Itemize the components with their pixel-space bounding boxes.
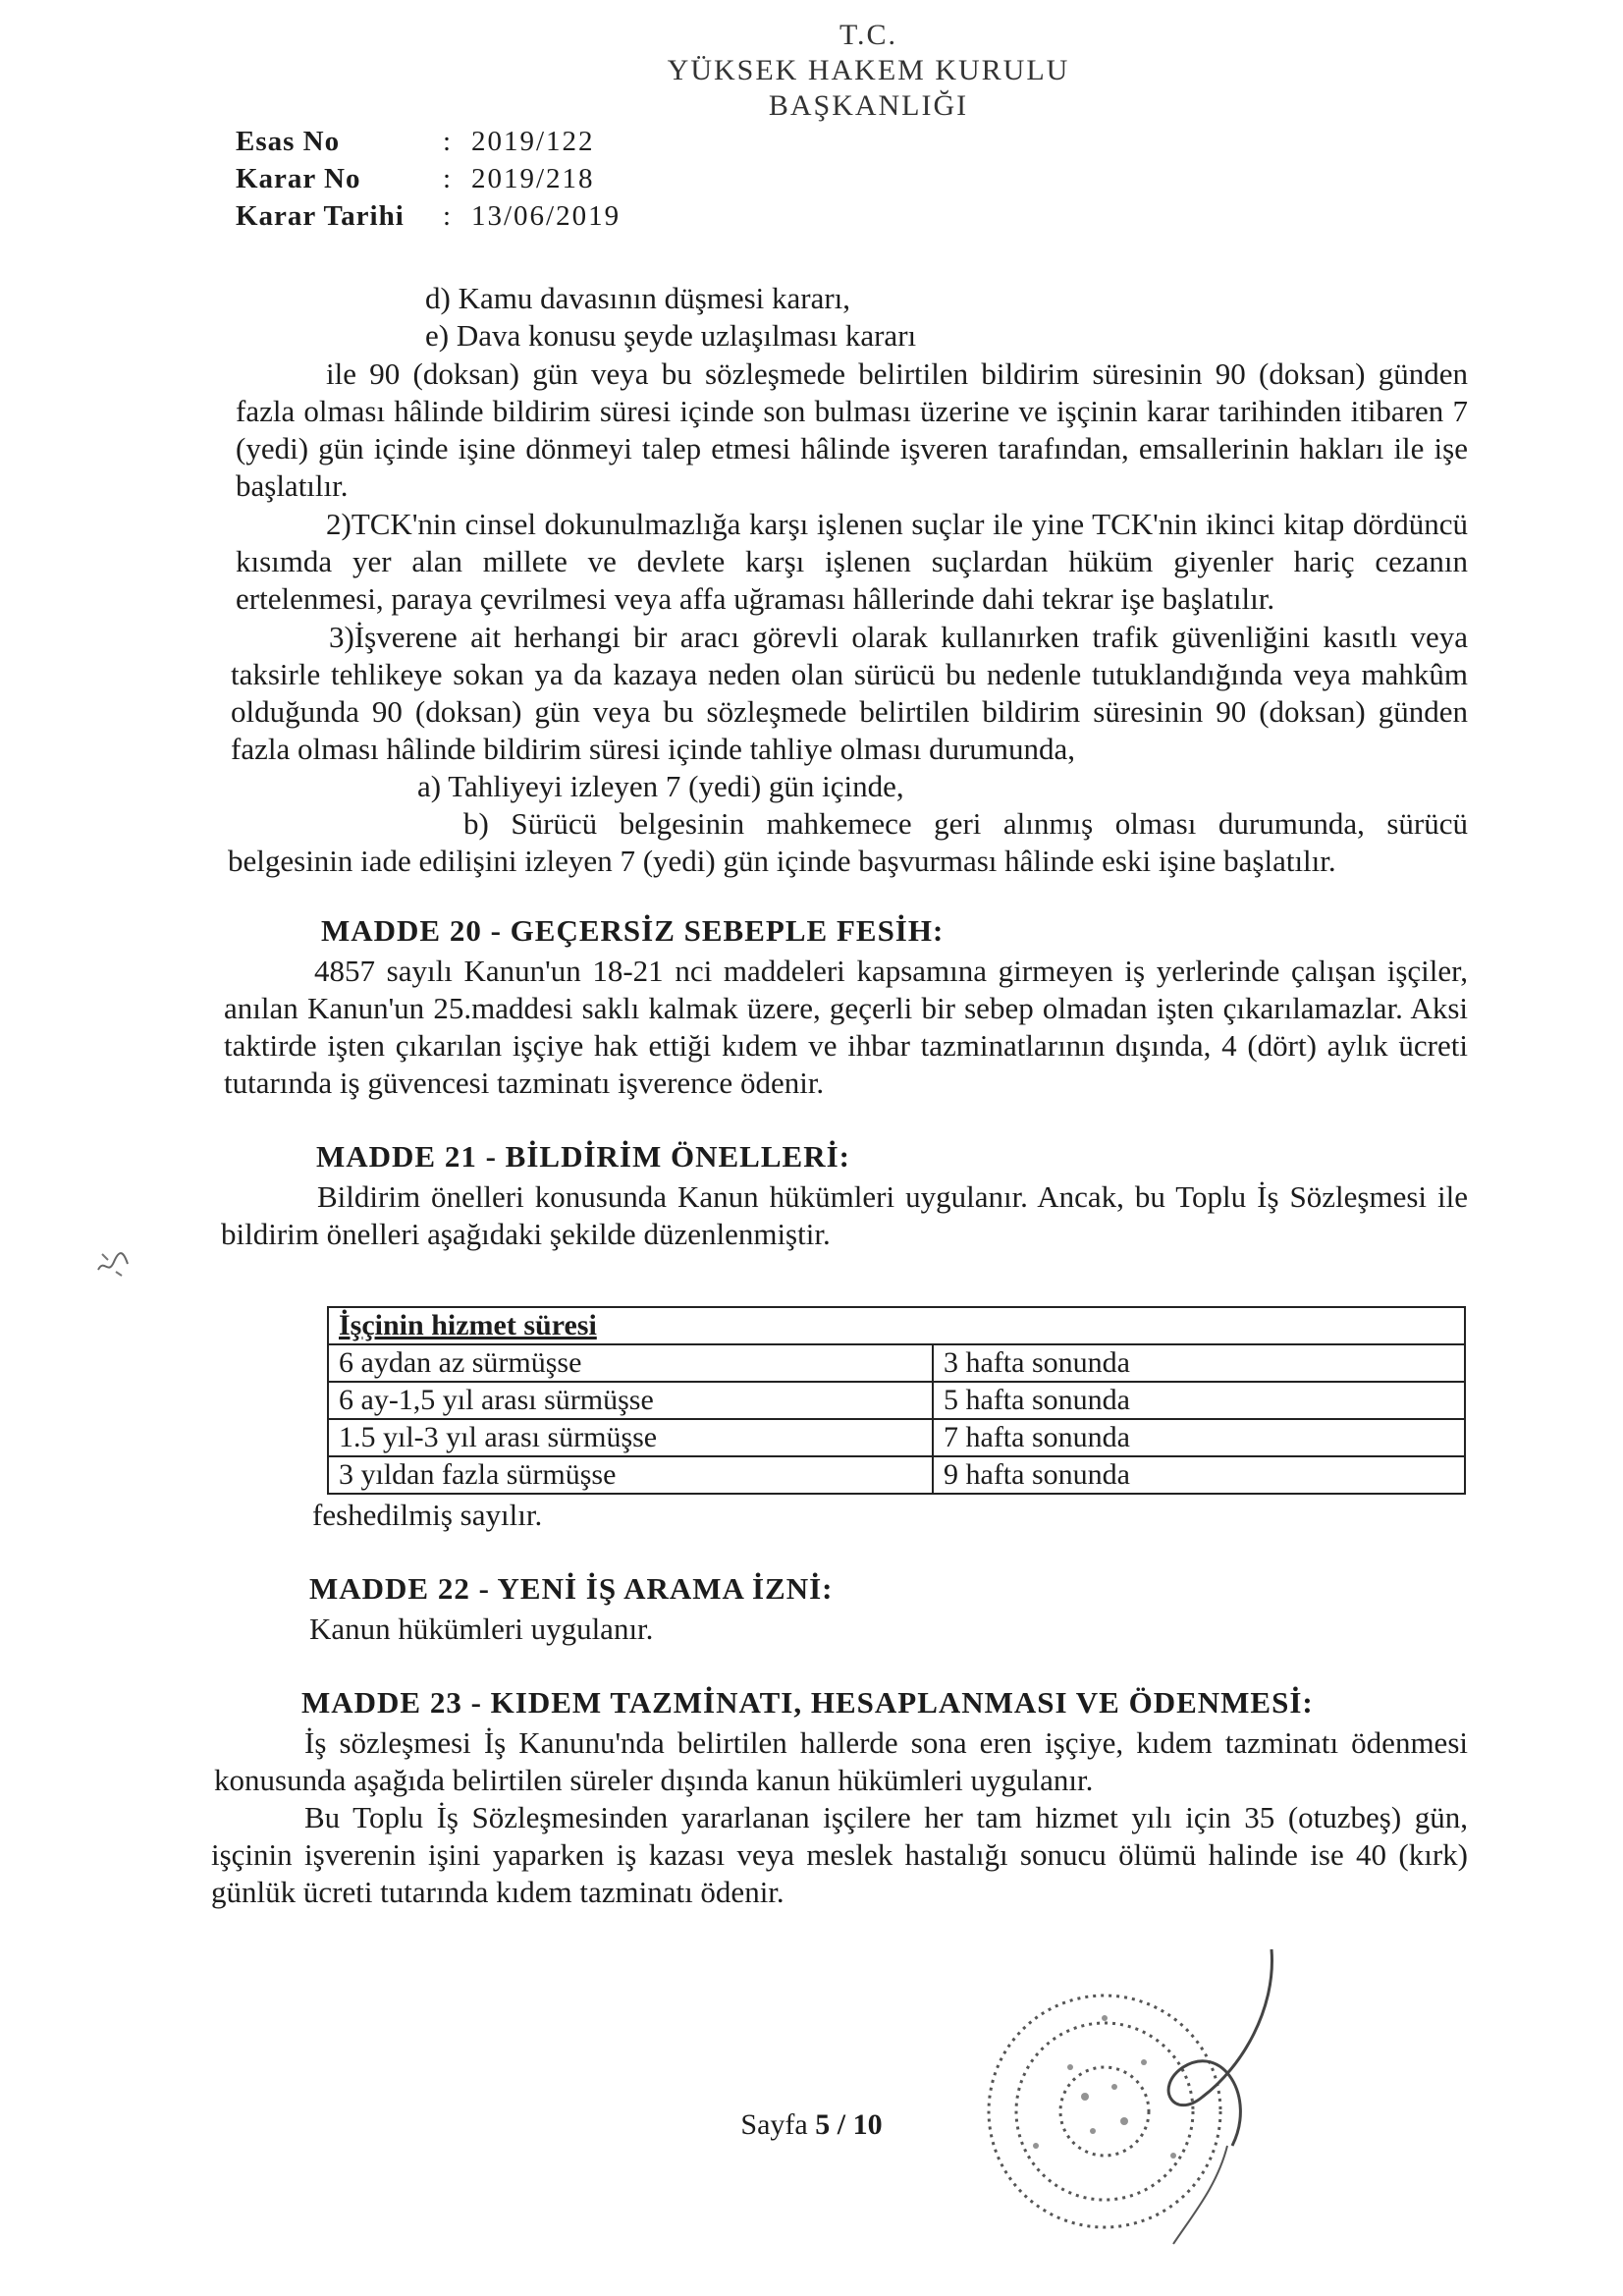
header-line-3: BAŞKANLIĞI: [768, 89, 969, 122]
case-meta: [236, 123, 621, 235]
item-a: a) Tahliyeyi izleyen 7 (yedi) gün içinde,: [417, 769, 904, 803]
item-e: e) Dava konusu şeyde uzlaşılması kararı: [425, 318, 917, 353]
period-cell: 1.5 yıl-3 yıl arası sürmüşse: [328, 1419, 933, 1456]
margin-scribble-icon: [94, 1242, 134, 1282]
tarih-label: Karar Tarihi: [236, 200, 405, 232]
page-footer: [0, 2108, 1623, 2142]
table-row: [328, 1456, 1465, 1494]
notice-cell: 3 hafta sonunda: [933, 1344, 1465, 1382]
table-row: [328, 1419, 1465, 1456]
esas-label: Esas No: [236, 126, 341, 157]
madde-22-heading: MADDE 22 - YENİ İŞ ARAMA İZNİ:: [309, 1571, 834, 1606]
karar-value: 2019/218: [471, 163, 595, 194]
madde-21-text: Bildirim önelleri konusunda Kanun hükümleri uygulanır. Ancak, bu Toplu İş Sözleşmesi ile bildirim önelleri aşağıdaki şekilde düzenlenmiştir.: [221, 1179, 1468, 1251]
table-header-cell: [328, 1307, 1465, 1344]
madde-23-heading: MADDE 23 - KIDEM TAZMİNATI, HESAPLANMASI VE ÖDENMESİ:: [301, 1685, 1314, 1720]
table-row: [328, 1382, 1465, 1419]
tarih-value: 13/06/2019: [471, 200, 622, 232]
table-header-label: İşçinin hizmet süresi: [339, 1309, 597, 1341]
notice-cell: 9 hafta sonunda: [933, 1456, 1465, 1494]
item-b: b) Sürücü belgesinin mahkemece geri alınmış olması durumunda, sürücü belgesinin iade edilişini izleyen 7 (yedi) gün içinde başvurması hâlinde eski işine başlatılır.: [228, 806, 1468, 878]
madde-23-paragraph-2: Bu Toplu İş Sözleşmesinden yararlanan işçilere her tam hizmet yılı için 35 (otuzbeş) gün, işçinin işverenin işini yaparken iş kazası veya meslek hastalığı sonucu ölümü halinde ise 40 (kırk) günlük ücreti tutarında kıdem tazminatı ödenir.: [211, 1800, 1468, 1909]
table-row: [328, 1344, 1465, 1382]
madde-20-text: 4857 sayılı Kanun'un 18-21 nci maddeleri kapsamına girmeyen iş yerlerinde çalışan işçiler, anılan Kanun'un 25.maddesi saklı kalmak üzere, geçerli bir sebep olmadan işten çıkarılamazlar. Aksi taktirde işten çıkarılan işçiye hak ettiği kıdem ve ihbar tazminatlarının dışında, 4 (dört) aylık ücreti tutarında iş güvencesi tazminatı işverence ödenir.: [224, 954, 1468, 1100]
page-label: Sayfa: [740, 2108, 808, 2141]
madde-23-paragraph-1: İş sözleşmesi İş Kanunu'nda belirtilen hallerde sona eren işçiye, kıdem tazminatı ödenmesi konusunda aşağıda belirtilen süreler dışında kanun hükümleri uygulanır.: [214, 1725, 1468, 1797]
separator: :: [442, 126, 452, 157]
madde-22-text: Kanun hükümleri uygulanır.: [309, 1612, 654, 1646]
separator: :: [442, 163, 452, 194]
period-cell: 3 yıldan fazla sürmüşse: [328, 1456, 933, 1494]
header-line-2: YÜKSEK HAKEM KURULU: [667, 54, 1070, 86]
paragraph-3: 3)İşverene ait herhangi bir aracı görevli olarak kullanırken trafik güvenliğini kasıtlı veya taksirle tehlikeye sokan ya da kazaya neden olan sürücü bu nedenle tutuklandığında veya mahkûm olduğunda 90 (doksan) gün veya bu sözleşmede belirtilen bildirim süresinin 90 (doksan) günden fazla olması hâlinde bildirim süresi içinde tahliye olması durumunda,: [231, 620, 1468, 766]
esas-row: [236, 123, 621, 160]
page-number: 5 / 10: [815, 2108, 883, 2141]
karar-label: Karar No: [236, 163, 361, 194]
institution-header: [0, 18, 1623, 124]
karar-row: [236, 160, 621, 197]
madde-20-heading: MADDE 20 - GEÇERSİZ SEBEPLE FESİH:: [321, 913, 945, 948]
notice-cell: 7 hafta sonunda: [933, 1419, 1465, 1456]
header-line-1: T.C.: [839, 19, 898, 51]
table-header-row: [328, 1307, 1465, 1344]
notice-cell: 5 hafta sonunda: [933, 1382, 1465, 1419]
notice-period-table: [327, 1306, 1466, 1495]
tarih-row: [236, 197, 621, 235]
period-cell: 6 aydan az sürmüşse: [328, 1344, 933, 1382]
paragraph-2: 2)TCK'nin cinsel dokunulmazlığa karşı işlenen suçlar ile yine TCK'nin ikinci kitap dördüncü kısımda yer alan millete ve devlete karşı işlenen suçlardan hüküm giyenler hariç cezanın ertelenmesi, paraya çevrilmesi veya affa uğraması hâllerinde dahi tekrar işe başlatılır.: [236, 507, 1468, 616]
esas-value: 2019/122: [471, 126, 595, 157]
official-seal-stamp-icon: [977, 1949, 1311, 2273]
paragraph-1: ile 90 (doksan) gün veya bu sözleşmede belirtilen bildirim süresinin 90 (doksan) günden fazla olması hâlinde bildirim süresi içinde son bulması üzerine ve işçinin karar tarihinden itibaren 7 (yedi) gün içinde işine dönmeyi talep etmesi hâlinde işveren tarafından, emsallerinin hakları ile işe başlatılır.: [236, 356, 1468, 503]
item-d: d) Kamu davasının düşmesi kararı,: [425, 281, 851, 315]
after-table-text: feshedilmiş sayılır.: [312, 1498, 543, 1532]
period-cell: 6 ay-1,5 yıl arası sürmüşse: [328, 1382, 933, 1419]
madde-21-heading: MADDE 21 - BİLDİRİM ÖNELLERİ:: [316, 1139, 850, 1174]
separator: :: [442, 200, 452, 232]
